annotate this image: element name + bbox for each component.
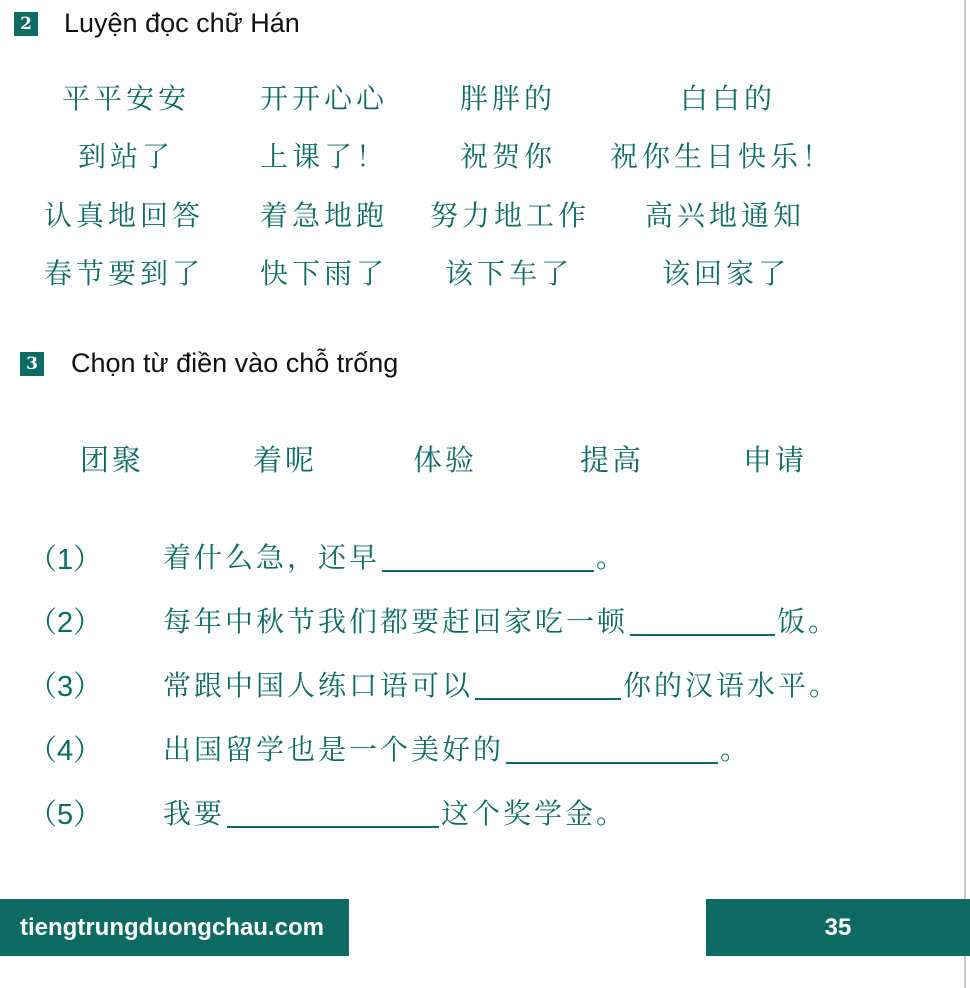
practice-phrase: 着急地跑 <box>260 199 389 232</box>
sentence-text-after: 。 <box>596 541 628 574</box>
sentence-text-after: 这个奖学金。 <box>441 797 628 830</box>
page-edge-line <box>964 0 966 988</box>
section-2-number-badge: 2 <box>14 12 38 36</box>
footer-page-number-box <box>706 899 970 956</box>
practice-phrase: 认真地回答 <box>44 199 205 232</box>
answer-blank[interactable] <box>630 608 775 636</box>
practice-phrase: 祝你生日快乐！ <box>610 140 835 173</box>
practice-phrase: 上课了！ <box>260 140 389 173</box>
sentence-text-before: 我要 <box>163 797 226 830</box>
sentence-text-after: 饭。 <box>777 605 840 638</box>
sentence-text-before: 常跟中国人练口语可以 <box>163 669 474 702</box>
word-bank-item: 团聚 <box>80 443 145 477</box>
answer-blank[interactable] <box>475 672 621 700</box>
section-2-title: Luyện đọc chữ Hán <box>64 8 300 38</box>
word-bank-item: 提高 <box>580 443 645 477</box>
exercise-number: （2） <box>28 607 103 639</box>
practice-phrase: 平平安安 <box>62 82 191 115</box>
exercise-sentence <box>163 733 752 766</box>
answer-blank[interactable] <box>227 800 439 828</box>
footer-website-banner <box>0 899 349 956</box>
practice-phrase: 该回家了 <box>662 257 791 290</box>
practice-phrase: 努力地工作 <box>430 199 591 232</box>
section-2-header <box>14 8 300 39</box>
word-bank-item: 体验 <box>413 443 478 477</box>
section-3-number-badge: 3 <box>20 352 44 376</box>
page-number: 35 <box>824 913 852 941</box>
section-3-header <box>20 348 398 379</box>
answer-blank[interactable] <box>506 736 718 764</box>
exercise-sentence <box>163 797 628 830</box>
sentence-text-before: 着什么急，还早 <box>163 541 381 574</box>
sentence-text-before: 出国留学也是一个美好的 <box>163 733 505 766</box>
section-3-title: Chọn từ điền vào chỗ trống <box>71 348 399 378</box>
exercise-sentence <box>163 669 841 702</box>
practice-phrase: 快下雨了 <box>260 257 389 290</box>
exercise-number: （5） <box>28 799 103 831</box>
sentence-text-before: 每年中秋节我们都要赶回家吃一顿 <box>163 605 629 638</box>
practice-phrase: 白白的 <box>680 82 777 115</box>
website-url: tiengtrungduongchau.com <box>20 913 324 941</box>
practice-phrase: 高兴地通知 <box>645 199 806 232</box>
exercise-sentence <box>163 541 628 574</box>
exercise-number: （1） <box>28 544 103 576</box>
word-bank-item: 申请 <box>743 443 808 477</box>
practice-phrase: 祝贺你 <box>460 140 557 173</box>
practice-phrase: 该下车了 <box>445 257 574 290</box>
practice-phrase: 到站了 <box>78 140 175 173</box>
exercise-number: （3） <box>28 671 103 703</box>
practice-phrase: 胖胖的 <box>460 82 557 115</box>
exercise-number: （4） <box>28 735 103 767</box>
exercise-sentence <box>163 605 840 638</box>
sentence-text-after: 你的汉语水平。 <box>623 669 841 702</box>
answer-blank[interactable] <box>382 544 594 572</box>
sentence-text-after: 。 <box>720 733 752 766</box>
practice-phrase: 开开心心 <box>260 82 389 115</box>
word-bank-item: 着呢 <box>253 443 318 477</box>
practice-phrase: 春节要到了 <box>44 257 205 290</box>
